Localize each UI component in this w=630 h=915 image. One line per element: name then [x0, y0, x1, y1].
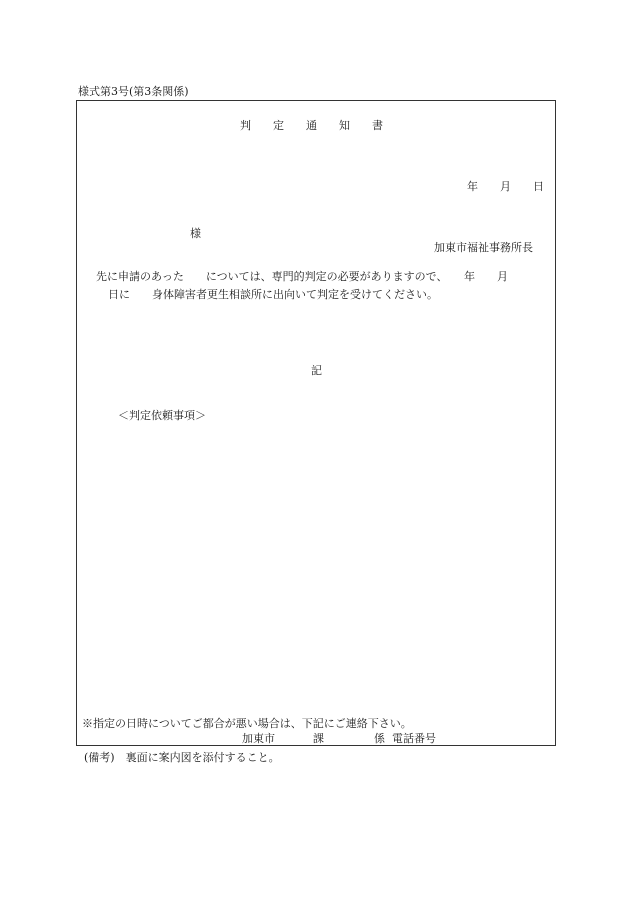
- contact-section: 課: [313, 732, 324, 745]
- request-items-label: ＜判定依頼事項＞: [118, 409, 206, 422]
- contact-city: 加東市: [242, 732, 275, 745]
- ki-heading: 記: [311, 364, 322, 377]
- form-label: 様式第3号(第3条関係): [78, 85, 189, 98]
- document-title: 判 定 通 知 書: [240, 119, 383, 132]
- issuer-name: 加東市福祉事務所長: [434, 241, 533, 254]
- recipient-suffix: 様: [190, 227, 201, 240]
- contact-unit: 係: [374, 732, 385, 745]
- date-line: 年 月 日: [467, 180, 544, 193]
- notice-line: ※指定の日時についてご都合が悪い場合は、下記にご連絡下さい。: [82, 717, 412, 730]
- form-frame: [76, 100, 556, 746]
- body-text-line-2: 日に 身体障害者更生相談所に出向いて判定を受けてください。: [108, 288, 438, 301]
- remarks: (備考) 裏面に案内図を添付すること。: [84, 751, 280, 764]
- contact-phone-label: 電話番号: [392, 732, 436, 745]
- body-text-line-1: 先に申請のあった については、専門的判定の必要がありますので、 年 月: [96, 270, 508, 283]
